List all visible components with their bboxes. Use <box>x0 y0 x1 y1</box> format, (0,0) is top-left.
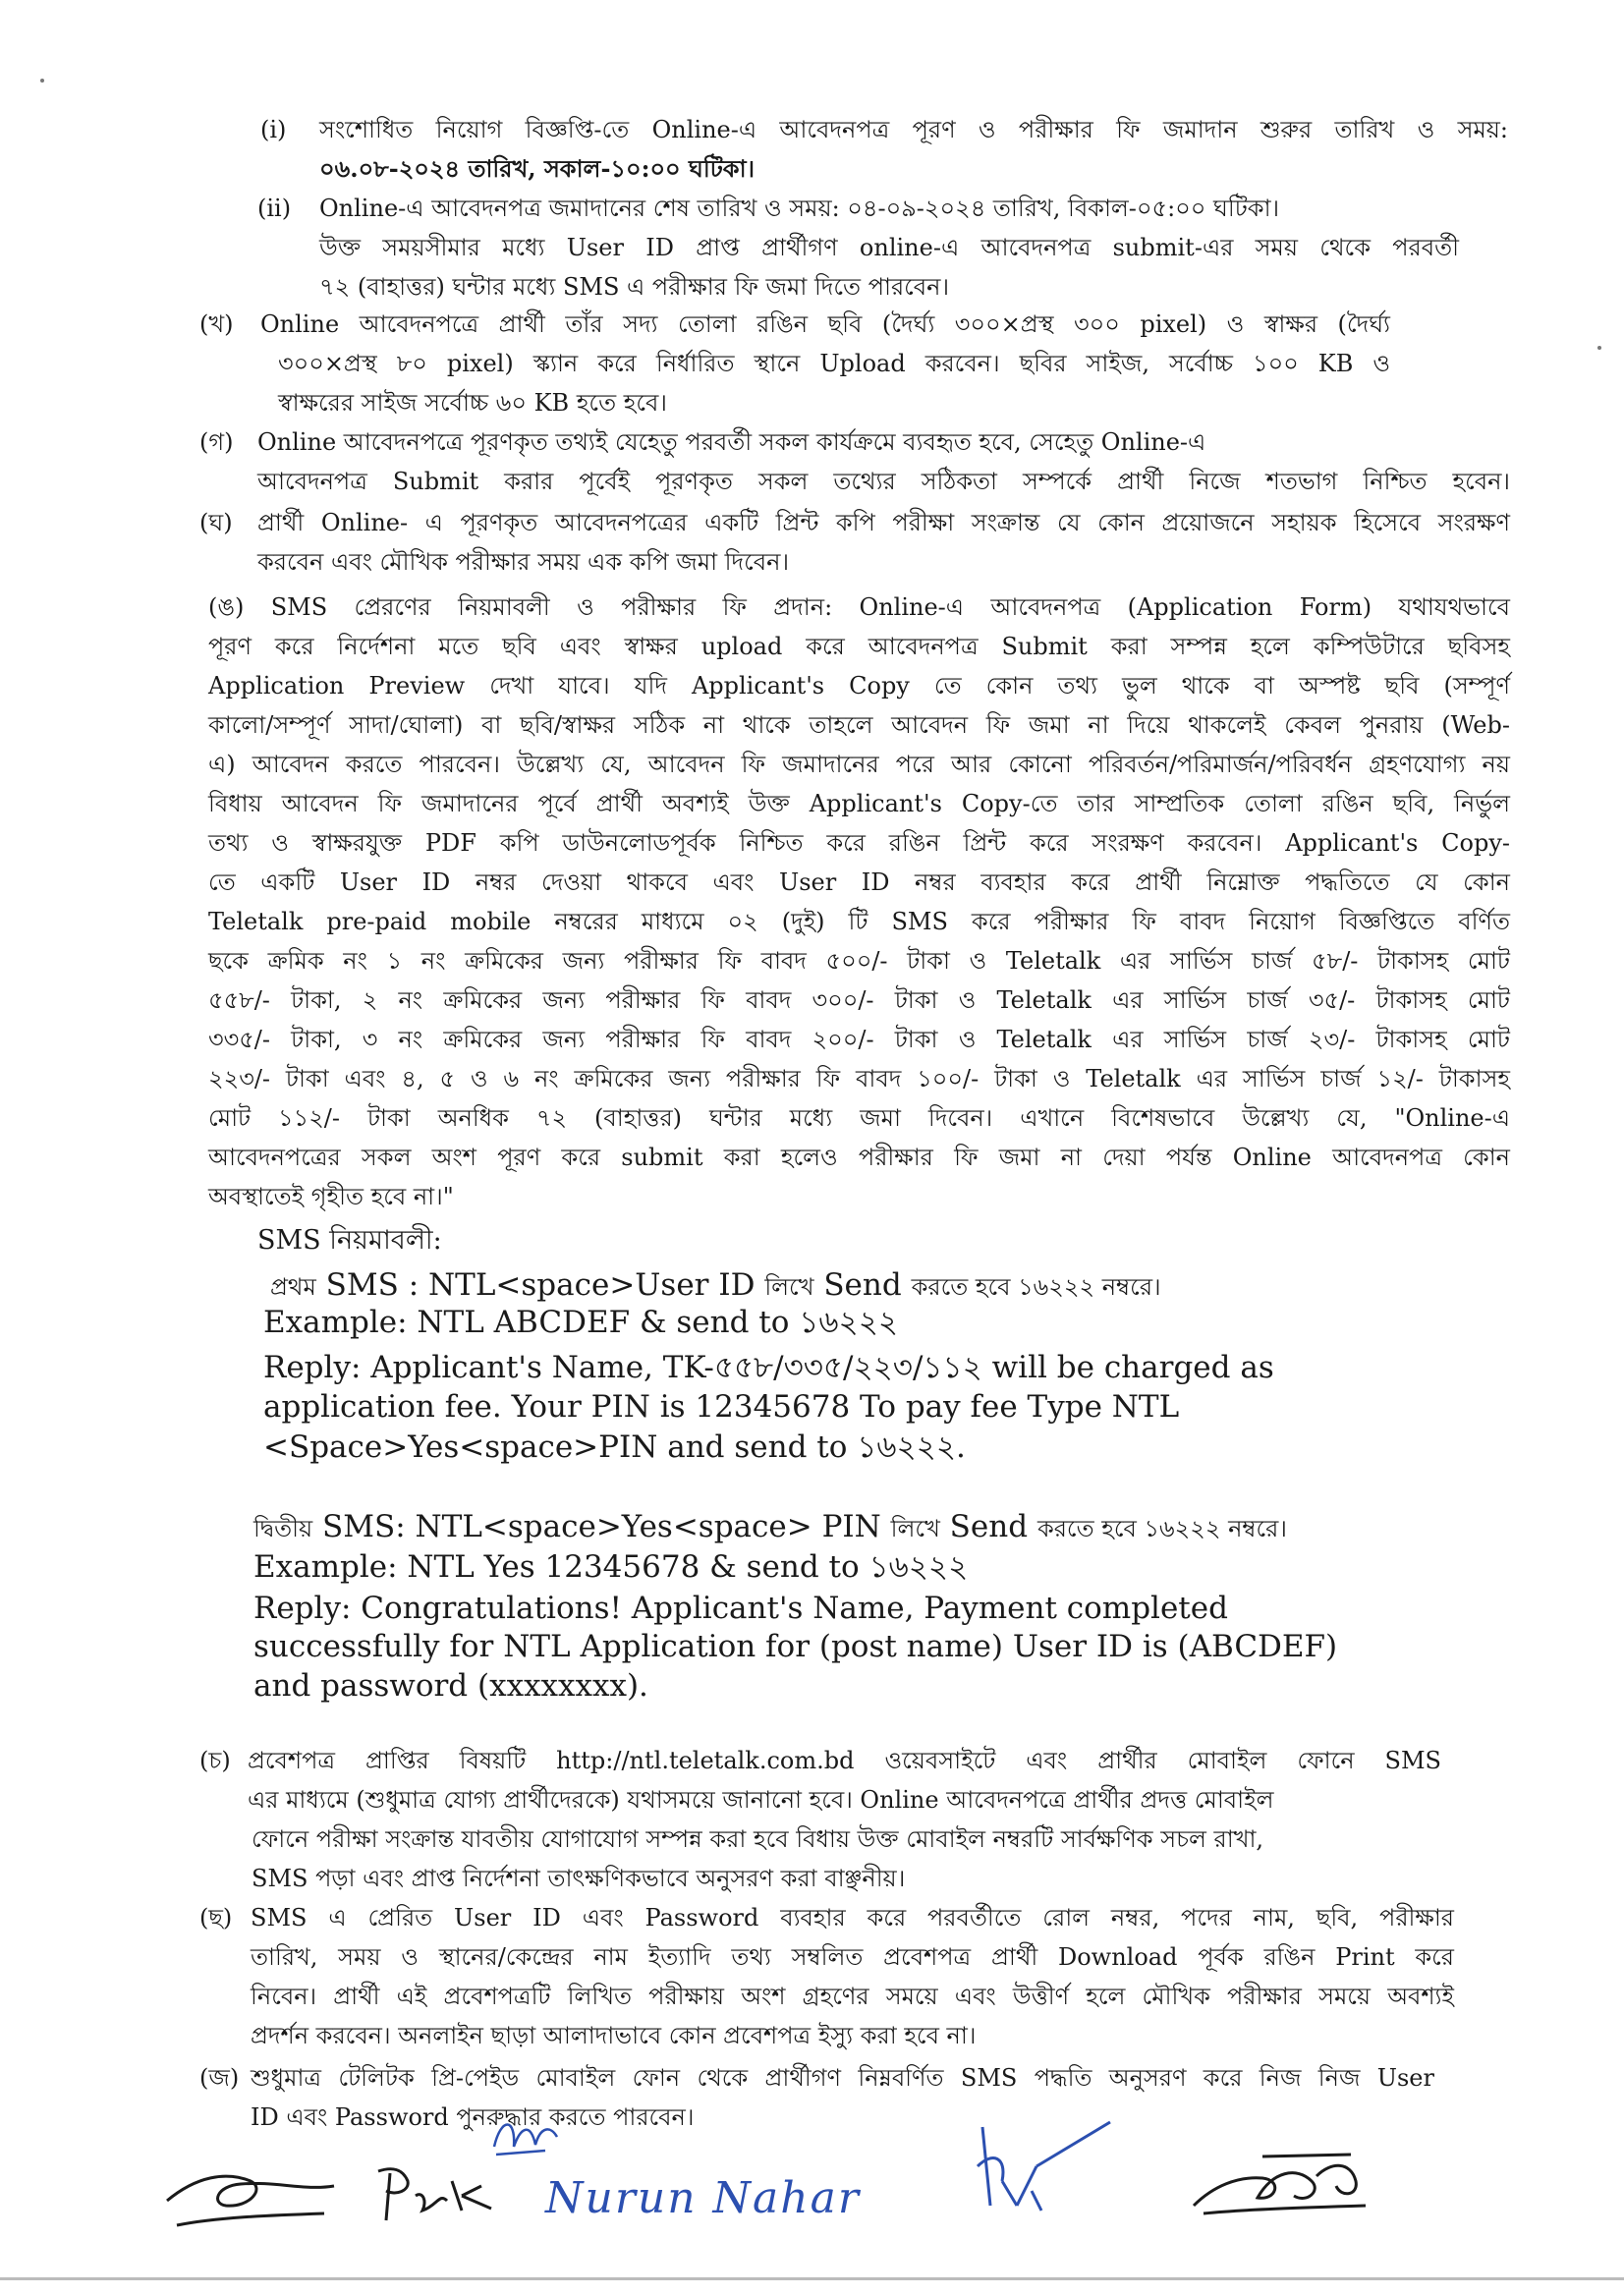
signature-1 <box>157 2147 344 2235</box>
sms-first-reply: <Space>Yes<space>PIN and send to ১৬২২২. <box>263 1429 966 1465</box>
item-label-chha: (ছ) <box>199 1904 233 1932</box>
paragraph-line: অবস্থাতেই গৃহীত হবে না।" <box>208 1183 454 1210</box>
paragraph-line: পূরণ করে নির্দেশনা মতে ছবি এবং স্বাক্ষর upload করে আবেদনপত্র Submit করা সম্পন্ন হলে কম্পিউটারে ছবিসহ <box>208 633 1510 660</box>
signature-2 <box>368 2152 506 2230</box>
item-ja-line: ID এবং Password পুনরুদ্ধার করতে পারবেন। <box>251 2103 695 2131</box>
item-gha <box>257 503 1510 582</box>
sms-second-reply: Reply: Congratulations! Applicant's Name, Payment completed <box>253 1591 1228 1626</box>
paragraph-line: এ) আবেদন করতে পারবেন। উল্লেখ্য যে, আবেদন ফি জমাদানের পরে আর কোনো পরিবর্তন/পরিমার্জন/পরিবর্ধন গ্রহণযোগ্য নয় <box>208 751 1510 778</box>
item-cha-line: ফোনে পরীক্ষা সংক্রান্ত যাবতীয় যোগাযোগ সম্পন্ন করা হবে বিধায় উক্ত মোবাইল নম্বরটি সার্বক্ষণিক সচল রাখা, <box>252 1825 1264 1853</box>
item-ga-line: Online আবেদনপত্রে পূরণকৃত তথ্যই যেহেতু পরবর্তী সকল কার্যক্রমে ব্যবহৃত হবে, সেহেতু Online-এ <box>257 428 1206 456</box>
paragraph-line: ২২৩/- টাকা এবং ৪, ৫ ও ৬ নং ক্রমিকের জন্য পরীক্ষার ফি বাবদ ১০০/- টাকা ও Teletalk এর সার্ভিস চার্জ ১২/- টাকাসহ <box>208 1065 1510 1092</box>
item-ii-line: Online-এ আবেদনপত্র জমাদানের শেষ তারিখ ও সময়: ০৪-০৯-২০২৪ তারিখ, বিকাল-০৫:০০ ঘটিকা। <box>319 195 1280 222</box>
item-ja-line: শুধুমাত্র টেলিটক প্রি-পেইড মোবাইল ফোন থেকে প্রার্থীগণ নিম্নবর্ণিত SMS পদ্ধতি অনুসরণ করে নিজ নিজ User <box>251 2064 1434 2092</box>
sms-first-tail: করতে হবে ১৬২২২ নম্বরে। <box>911 1273 1161 1301</box>
signature-5 <box>1184 2137 1380 2225</box>
sms-second-lead: দ্বিতীয় <box>253 1515 313 1542</box>
paragraph-line: (ঙ) SMS প্রেরণের নিয়মাবলী ও পরীক্ষার ফি প্রদান: Online-এ আবেদনপত্র (Application Form) যথাযথভাবে <box>208 593 1510 621</box>
sms-first-mid: লিখে <box>764 1273 814 1301</box>
paragraph-line: তথ্য ও স্বাক্ষরযুক্ত PDF কপি ডাউনলোডপূর্বক নিশ্চিত করে রঙিন প্রিন্ট করে সংরক্ষণ করবেন। Applicant's Copy- <box>208 829 1510 857</box>
item-i-line: ০৬.০৮-২০২৪ তারিখ, সকাল-১০:০০ ঘটিকা। <box>319 154 756 183</box>
paragraph-line: Teletalk pre-paid mobile নম্বরের মাধ্যমে ০২ (দুই) টি SMS করে পরীক্ষার ফি বাবদ নিয়োগ বিজ্ঞপ্তিতে বর্ণিত <box>208 908 1510 935</box>
paragraph-line: আবেদনপত্রের সকল অংশ পূরণ করে submit করা হলেও পরীক্ষার ফি জমা না দেয়া পর্যন্ত Online আবেদনপত্র কোন <box>208 1144 1510 1171</box>
paragraph-line: কালো/সম্পূর্ণ সাদা/ঘোলা) বা ছবি/স্বাক্ষর সঠিক না থাকে তাহলে আবেদন ফি জমা না দিয়ে থাকলেই কেবল পুনরায় (Web- <box>208 711 1510 739</box>
item-label-ja: (জ) <box>199 2064 240 2092</box>
sms-second-reply: successfully for NTL Application for (post name) User ID is (ABCDEF) <box>253 1629 1338 1664</box>
page-bottom-edge <box>0 2277 1624 2280</box>
item-label-gha: (ঘ) <box>199 509 233 536</box>
item-ga <box>257 422 1510 501</box>
paragraph-line: Application Preview দেখা যাবে। যদি Applicant's Copy তে কোন তথ্য ভুল থাকে বা অস্পষ্ট ছবি (সম্পূর্ণ <box>208 672 1510 700</box>
item-gha-line: করবেন এবং মৌখিক পরীক্ষার সময় এক কপি জমা দিবেন। <box>257 548 790 576</box>
item-chha-line: প্রদর্শন করবেন। অনলাইন ছাড়া আলাদাভাবে কোন প্রবেশপত্র ইস্যু করা হবে না। <box>251 2022 977 2049</box>
sms-first-reply: Reply: Applicant's Name, TK-৫৫৮/৩৩৫/২২৩/১১২ will be charged as <box>263 1350 1274 1385</box>
item-label-i: (i) <box>260 116 287 143</box>
item-cha-line: SMS পড়া এবং প্রাপ্ত নির্দেশনা তাৎক্ষণিকভাবে অনুসরণ করা বাঞ্ছনীয়। <box>252 1865 906 1892</box>
sms-second-example: Example: NTL Yes 12345678 & send to ১৬২২২ <box>253 1549 969 1585</box>
sms-second-instruction <box>253 1509 1287 1547</box>
item-label-ga: (গ) <box>199 428 234 456</box>
item-ii-line: উক্ত সময়সীমার মধ্যে User ID প্রাপ্ত প্রার্থীগণ online-এ আবেদনপত্র submit-এর সময় থেকে পরবর্তী <box>319 234 1459 261</box>
paragraph-line: ৩৩৫/- টাকা, ৩ নং ক্রমিকের জন্য পরীক্ষার ফি বাবদ ২০০/- টাকা ও Teletalk এর সার্ভিস চার্জ ২৩/- টাকাসহ মোট <box>208 1026 1510 1053</box>
paragraph-line: ছকে ক্রমিক নং ১ নং ক্রমিকের জন্য পরীক্ষার ফি বাবদ ৫০০/- টাকা ও Teletalk এর সার্ভিস চার্জ ৫৮/- টাকাসহ মোট <box>208 947 1510 975</box>
item-label-kha: (খ) <box>199 310 234 338</box>
sms-second-mid: লিখে <box>890 1515 940 1542</box>
item-ga-line: আবেদনপত্র Submit করার পূর্বেই পূরণকৃত সকল তথ্যের সঠিকতা সম্পর্কে প্রার্থী নিজে শতভাগ নিশ্চিত হবেন। <box>257 468 1510 495</box>
sms-second-tail: করতে হবে ১৬২২২ নম্বরে। <box>1036 1515 1287 1542</box>
item-ii <box>319 189 1459 307</box>
item-chha-line: নিবেন। প্রার্থী এই প্রবেশপত্রটি লিখিত পরীক্ষায় অংশ গ্রহণের সময়ে এবং উত্তীর্ণ হলে মৌখিক পরীক্ষার সময়ে অবশ্যই <box>251 1983 1454 2010</box>
item-cha-line: এর মাধ্যমে (শুধুমাত্র যোগ্য প্রার্থীদেরকে) যথাসময়ে জানানো হবে। Online আবেদনপত্রে প্রার্থীর প্রদত্ত মোবাইল <box>248 1786 1274 1814</box>
sms-second-reply: and password (xxxxxxxx). <box>253 1668 648 1704</box>
item-chha-line: SMS এ প্রেরিত User ID এবং Password ব্যবহার করে পরবর্তীতে রোল নম্বর, পদের নাম, ছবি, পরীক্ষার <box>251 1904 1454 1932</box>
paragraph-line: মোট ১১২/- টাকা অনধিক ৭২ (বাহাত্তর) ঘন্টার মধ্যে জমা দিবেন। এখানে বিশেষভাবে উল্লেখ্য যে, "Online-এ <box>208 1104 1510 1132</box>
item-kha-line: ৩০০×প্রস্থ ৮০ pixel) স্ক্যান করে নির্ধারিত স্থানে Upload করবেন। ছবির সাইজ, সর্বোচ্চ ১০০ KB ও <box>278 350 1390 377</box>
item-chha-line: তারিখ, সময় ও স্থানের/কেন্দ্রের নাম ইত্যাদি তথ্য সম্বলিত প্রবেশপত্র প্রার্থী Download পূর্বক রঙিন Print করে <box>251 1943 1454 1971</box>
item-kha-line: স্বাক্ষরের সাইজ সর্বোচ্চ ৬০ KB হতে হবে। <box>278 389 667 417</box>
item-i <box>319 110 1508 189</box>
sms-first-send: Send <box>813 1267 912 1303</box>
sms-second-send: Send <box>939 1509 1037 1544</box>
item-uma-paragraph <box>208 588 1510 1216</box>
item-ja <box>251 2058 1434 2137</box>
paragraph-line: বিধায় আবেদন ফি জমাদানের পূর্বে প্রার্থী অবশ্যই উক্ত Applicant's Copy-তে তার সাম্প্রতিক তোলা রঙিন ছবি, নির্ভুল <box>208 790 1510 817</box>
sms-first-reply: application fee. Your PIN is 12345678 To pay fee Type NTL <box>263 1389 1180 1425</box>
paragraph-line: ৫৫৮/- টাকা, ২ নং ক্রমিকের জন্য পরীক্ষার ফি বাবদ ৩০০/- টাকা ও Teletalk এর সার্ভিস চার্জ ৩৫/- টাকাসহ মোট <box>208 986 1510 1014</box>
sms-first-instruction <box>270 1267 1161 1306</box>
scan-speck <box>40 79 44 83</box>
item-kha <box>260 305 1390 422</box>
item-cha-line: প্রবেশপত্র প্রাপ্তির বিষয়টি http://ntl.teletalk.com.bd ওয়েবসাইটে এবং প্রার্থীর মোবাইল ফোনে SMS <box>248 1747 1441 1774</box>
scan-speck <box>1597 346 1601 350</box>
item-i-line: সংশোধিত নিয়োগ বিজ্ঞপ্তি-তে Online-এ আবেদনপত্র পূরণ ও পরীক্ষার ফি জমাদান শুরুর তারিখ ও সময়: <box>319 116 1508 143</box>
sms-first-example: Example: NTL ABCDEF & send to ১৬২২২ <box>263 1305 899 1340</box>
item-ii-line: ৭২ (বাহাত্তর) ঘন্টার মধ্যে SMS এ পরীক্ষার ফি জমা দিতে পারবেন। <box>319 273 950 301</box>
sms-rules-title: SMS নিয়মাবলী: <box>257 1225 442 1256</box>
item-gha-line: প্রার্থী Online- এ পূরণকৃত আবেদনপত্রের একটি প্রিন্ট কপি পরীক্ষা সংক্রান্ত যে কোন প্রয়োজনে সহায়ক হিসেবে সংরক্ষণ <box>257 509 1510 536</box>
signature-nurun-nahar: Nurun Nahar <box>545 2173 861 2223</box>
sms-first-lead: প্রথম <box>270 1273 316 1301</box>
item-cha <box>248 1741 1441 1898</box>
paragraph-line: তে একটি User ID নম্বর দেওয়া থাকবে এবং User ID নম্বর ব্যবহার করে প্রার্থী নিম্নোক্ত পদ্ধতিতে যে কোন <box>208 868 1510 896</box>
signature-initial <box>486 2107 565 2166</box>
item-label-ii: (ii) <box>257 195 292 222</box>
sms-first-command: SMS : NTL<space>User ID <box>315 1267 765 1303</box>
item-label-cha: (চ) <box>199 1747 231 1774</box>
item-chha <box>251 1898 1454 2055</box>
signature-4 <box>963 2112 1120 2220</box>
item-kha-line: Online আবেদনপত্রে প্রার্থী তাঁর সদ্য তোলা রঙিন ছবি (দৈর্ঘ্য ৩০০×প্রস্থ ৩০০ pixel) ও স্বাক্ষর (দৈর্ঘ্য <box>260 310 1390 338</box>
sms-second-command: SMS: NTL<space>Yes<space> PIN <box>312 1509 891 1544</box>
